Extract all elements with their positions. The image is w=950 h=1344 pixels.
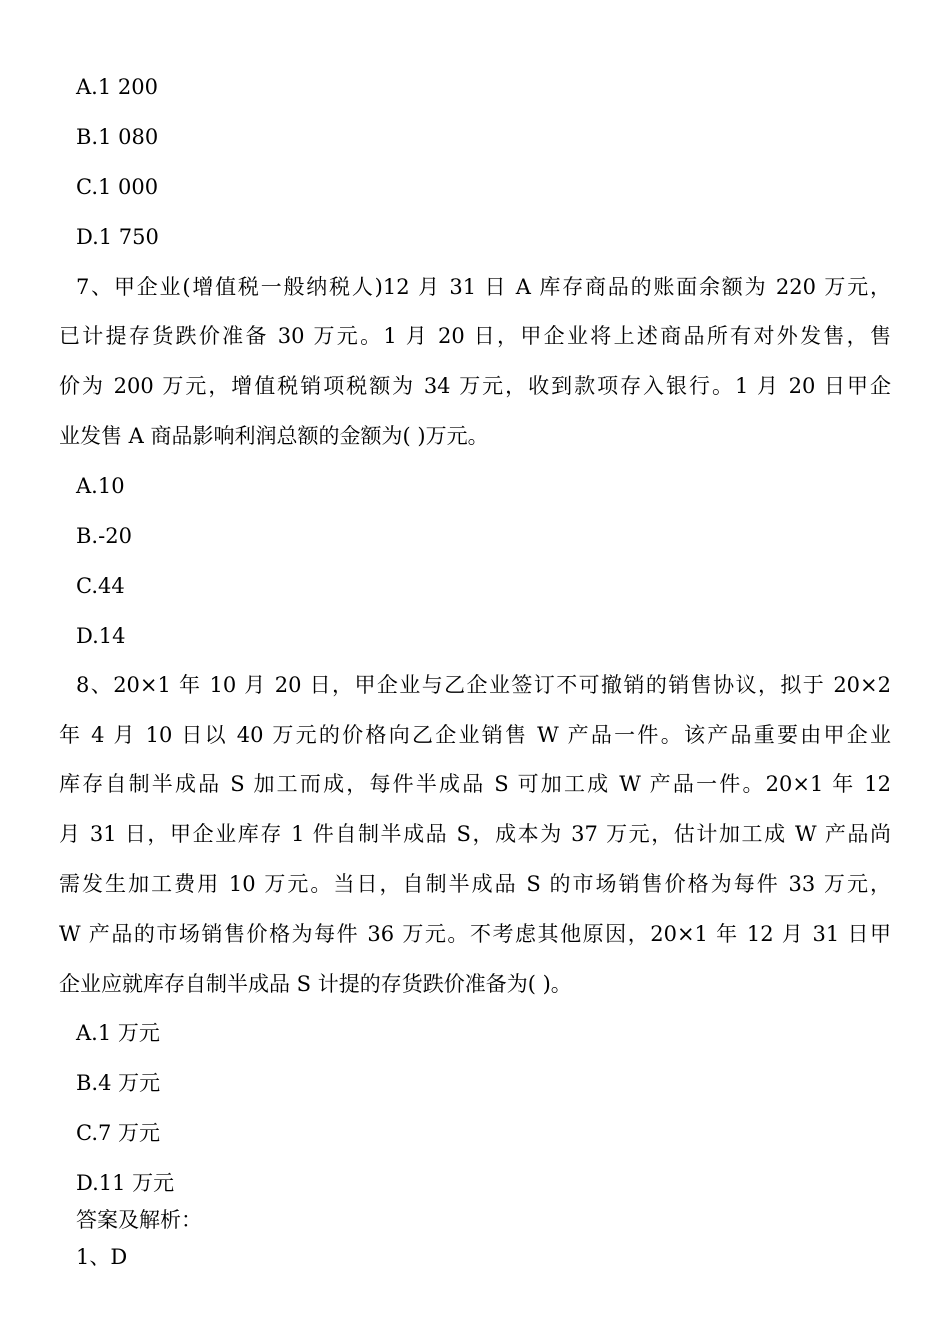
q8-text-line-2: 年 4 月 10 日以 40 万元的价格向乙企业销售 W 产品一件。该产品重要由甲企业: [59, 723, 891, 747]
q8-option-a: A.1 万元: [76, 1021, 160, 1045]
q8-text-line-4: 月 31 日，甲企业库存 1 件自制半成品 S，成本为 37 万元，估计加工成 W 产品尚: [59, 822, 891, 846]
q6-option-b: B.1 080: [76, 125, 159, 149]
q6-option-c: C.1 000: [76, 175, 159, 199]
q8-option-c: C.7 万元: [76, 1121, 161, 1145]
q8-text-line-3: 库存自制半成品 S 加工而成，每件半成品 S 可加工成 W 产品一件。20×1 年 12: [59, 772, 891, 796]
q7-text-line-4: 业发售 A 商品影响利润总额的金额为( )万元。: [59, 424, 489, 448]
q8-text-line-6: W 产品的市场销售价格为每件 36 万元。不考虑其他原因，20×1 年 12 月 31 日甲: [59, 922, 891, 946]
q8-text-line-1: 8、20×1 年 10 月 20 日，甲企业与乙企业签订不可撤销的销售协议，拟于 20×2: [76, 673, 891, 697]
q7-text-line-3: 价为 200 万元，增值税销项税额为 34 万元，收到款项存入银行。1 月 20 日甲企: [59, 374, 891, 398]
q6-option-d: D.1 750: [76, 225, 159, 249]
q7-option-d: D.14: [76, 624, 126, 648]
q8-option-b: B.4 万元: [76, 1071, 161, 1095]
q8-text-line-7: 企业应就库存自制半成品 S 计提的存货跌价准备为( )。: [59, 972, 572, 996]
q7-option-b: B.-20: [76, 524, 132, 548]
q6-option-a: A.1 200: [76, 75, 158, 99]
answer-1: 1、D: [76, 1245, 128, 1269]
q8-text-line-5: 需发生加工费用 10 万元。当日，自制半成品 S 的市场销售价格为每件 33 万元，: [59, 872, 891, 896]
answers-heading: 答案及解析：: [76, 1208, 202, 1232]
q7-text-line-2: 已计提存货跌价准备 30 万元。1 月 20 日，甲企业将上述商品所有对外发售，售: [59, 324, 891, 348]
q8-option-d: D.11 万元: [76, 1171, 175, 1195]
q7-option-a: A.10: [76, 474, 125, 498]
q7-text-line-1: 7、甲企业(增值税一般纳税人)12 月 31 日 A 库存商品的账面余额为 220 万元，: [76, 275, 891, 299]
q7-option-c: C.44: [76, 574, 125, 598]
